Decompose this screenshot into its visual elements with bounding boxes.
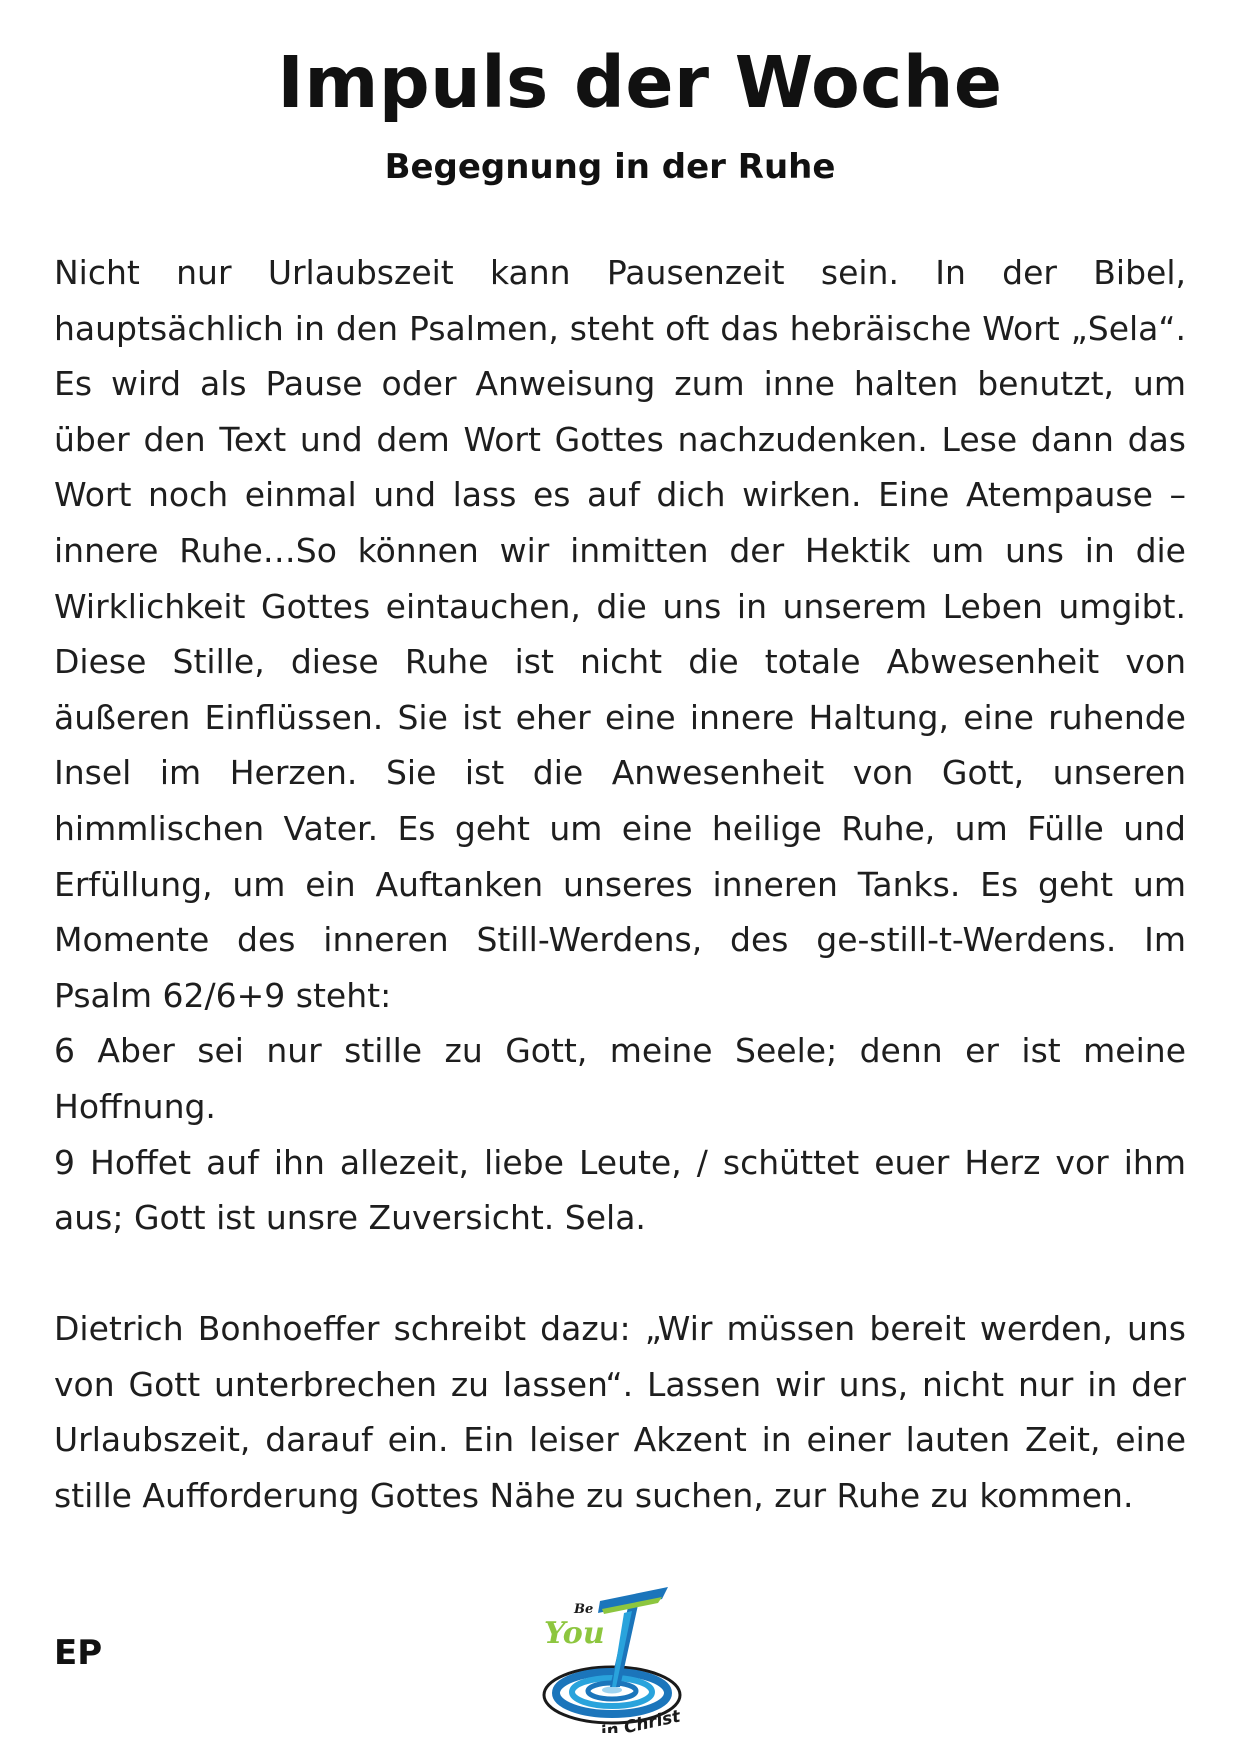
logo-text-be: Be [574, 1602, 594, 1617]
logo-text-in-christ: in Christ [598, 1706, 683, 1733]
author-signature: EP [54, 1633, 103, 1673]
logo-text-you: You [544, 1616, 605, 1651]
paragraph-bonhoeffer: Dietrich Bonhoeffer schreibt dazu: „Wir müssen bereit werden, uns von Gott unterbrechen zu lassen“. Lassen wir uns, nicht nur in der Urlaubszeit, darauf ein. Ein leiser Akzent in einer lauten Zeit, eine stille Aufforderung Gottes Nähe zu suchen, zur Ruhe zu kommen. [54, 1309, 1186, 1516]
logo-graphic [540, 1583, 700, 1733]
paragraph-verse-6: 6 Aber sei nur stille zu Gott, meine Seele; denn er ist meine Hoffnung. [54, 1031, 1186, 1126]
page-subtitle: Begegnung in der Ruhe [384, 147, 836, 187]
paragraph-verse-9: 9 Hoffet auf ihn allezeit, liebe Leute, / schüttet euer Herz vor ihm aus; Gott ist unsre Zuversicht. Sela. [54, 1142, 1186, 1238]
be-you-in-christ-logo [540, 1583, 700, 1733]
page-title: Impuls der Woche [277, 41, 1003, 124]
paragraph-spacer [54, 1246, 1186, 1302]
article-body [54, 245, 1186, 1524]
paragraph-intro: Nicht nur Urlaubszeit kann Pausenzeit sein. In der Bibel, hauptsächlich in den Psalmen, steht oft das hebräische Wort „Sela“. Es wird als Pause oder Anweisung zum inne halten benutzt, um über den Text und dem Wort Gottes nachzudenken. Lese dann das Wort noch einmal und lass es auf dich wirken. Eine Atempause – innere Ruhe…So können wir inmitten der Hektik um uns in die Wirklichkeit Gottes eintauchen, die uns in unserem Leben umgibt. Diese Stille, diese Ruhe ist nicht die totale Abwesenheit von äußeren Einflüssen. Sie ist eher eine innere Haltung, eine ruhende Insel im Herzen. Sie ist die Anwesenheit von Gott, unseren himmlischen Vater. Es geht um eine heilige Ruhe, um Fülle und Erfüllung, um ein Auftanken unseres inneren Tanks. Es geht um Momente des inneren Still-Werdens, des ge-still-t-Werdens. Im Psalm 62/6+9 steht: [54, 253, 1186, 1015]
